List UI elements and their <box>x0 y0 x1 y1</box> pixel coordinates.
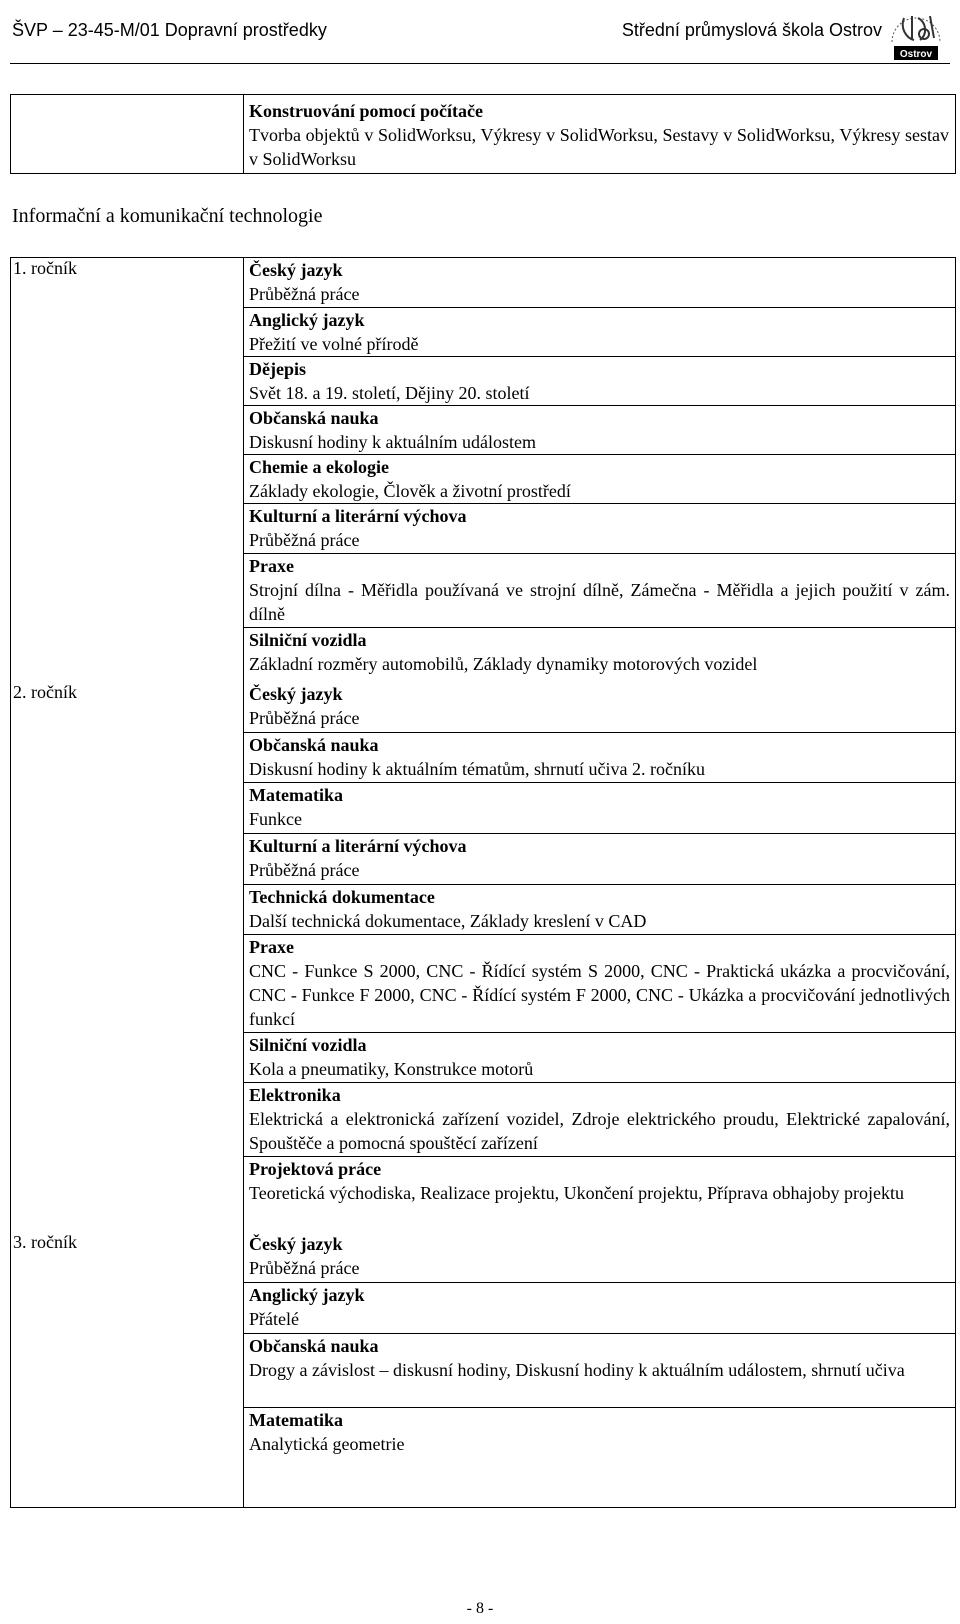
subject-entry <box>244 884 955 935</box>
subject-title: Technická dokumentace <box>249 887 435 907</box>
subject-title: Kulturní a literární výchova <box>249 836 467 856</box>
subject-title: Elektronika <box>249 1085 341 1105</box>
subject-entry <box>244 1407 955 1507</box>
header-program-code: ŠVP – 23-45-M/01 Dopravní prostředky <box>12 20 327 40</box>
subject-entry <box>244 258 955 307</box>
subject-entry <box>244 934 955 1033</box>
subject-entry <box>244 503 955 554</box>
subject-topics: Diskusní hodiny k aktuálním tématům, shrnutí učiva 2. ročníku <box>249 759 705 779</box>
subject-topics: Průběžná práce <box>249 1258 360 1278</box>
subject-title: Anglický jazyk <box>249 1285 365 1305</box>
subject-topics: Funkce <box>249 809 302 829</box>
subject-entry <box>244 682 955 732</box>
school-logo-icon <box>886 4 946 62</box>
subject-title: Praxe <box>249 556 294 576</box>
subject-entry <box>244 1082 955 1157</box>
subject-title: Občanská nauka <box>249 1336 379 1356</box>
page-header <box>0 0 960 66</box>
subject-entry <box>244 1156 955 1231</box>
subject-entry <box>244 833 955 885</box>
subject-title: Anglický jazyk <box>249 310 365 330</box>
subject-entry <box>244 1232 955 1282</box>
subject-topics: Analytická geometrie <box>249 1434 405 1454</box>
subject-title: Matematika <box>249 785 343 805</box>
cad-subject-box <box>10 94 956 174</box>
subject-topics: Základní rozměry automobilů, Základy dynamiky motorových vozidel <box>249 654 758 674</box>
subject-title: Silniční vozidla <box>249 630 367 650</box>
subject-title: Český jazyk <box>249 1234 343 1254</box>
header-divider <box>10 63 950 64</box>
subject-title: Občanská nauka <box>249 735 379 755</box>
subject-topics: Strojní dílna - Měřidla používaná ve strojní dílně, Zámečna - Měřidla a jejich použití v zám. dílně <box>249 580 950 624</box>
subject-topics: Drogy a závislost – diskusní hodiny, Diskusní hodiny k aktuálním událostem, shrnutí učiva <box>249 1360 905 1380</box>
subject-entry <box>244 1282 955 1334</box>
subject-title: Praxe <box>249 937 294 957</box>
subject-title: Dějepis <box>249 359 306 379</box>
subject-entry <box>244 307 955 357</box>
year-label: 1. ročník <box>13 258 77 278</box>
subject-entry <box>244 1333 955 1408</box>
subject-title: Projektová práce <box>249 1159 382 1179</box>
subject-topics: Základy ekologie, Člověk a životní prostředí <box>249 481 571 501</box>
subject-entry <box>244 732 955 783</box>
curriculum-table <box>10 257 956 1508</box>
section-title: Informační a komunikační technologie <box>12 205 323 227</box>
page-number: - 8 - <box>466 1600 494 1617</box>
subject-topics: Přátelé <box>249 1309 299 1329</box>
subject-entry <box>244 782 955 834</box>
subject-topics: Průběžná práce <box>249 530 360 550</box>
year-label: 3. ročník <box>13 1232 77 1252</box>
subject-topics: Svět 18. a 19. století, Dějiny 20. století <box>249 383 530 403</box>
subject-topics: Diskusní hodiny k aktuálním událostem <box>249 432 536 452</box>
subject-topics: Elektrická a elektronická zařízení vozidel, Zdroje elektrického proudu, Elektrické zapalování, Spouštěče a pomocná spouštěcí zařízení <box>249 1109 950 1153</box>
subject-entry <box>244 405 955 455</box>
subject-topics: Přežití ve volné přírodě <box>249 334 419 354</box>
subject-entry <box>244 627 955 681</box>
subject-title: Občanská nauka <box>249 408 379 428</box>
subject-entry <box>244 454 955 504</box>
svg-text:Ostrov: Ostrov <box>899 49 933 60</box>
subject-topics: Průběžná práce <box>249 860 360 880</box>
year-label: 2. ročník <box>13 682 77 702</box>
subject-title: Konstruování pomocí počítače <box>249 101 483 121</box>
column-divider <box>243 95 244 173</box>
subject-entry <box>244 356 955 406</box>
subject-entry <box>244 553 955 628</box>
subject-entry <box>244 1032 955 1083</box>
subject-title: Kulturní a literární výchova <box>249 506 467 526</box>
subject-title: Silniční vozidla <box>249 1035 367 1055</box>
subject-topics: CNC - Funkce S 2000, CNC - Řídící systém S 2000, CNC - Praktická ukázka a procvičování, CNC - Funkce F 2000, CNC - Řídící systém F 2000, CNC - Ukázka a procvičování jednotlivých funkcí <box>249 961 950 1029</box>
subject-topics: Průběžná práce <box>249 708 360 728</box>
subject-topics: Další technická dokumentace, Základy kreslení v CAD <box>249 911 647 931</box>
subject-title: Chemie a ekologie <box>249 457 389 477</box>
subject-title: Matematika <box>249 1410 343 1430</box>
subject-topics: Průběžná práce <box>249 284 360 304</box>
subject-topics: Teoretická východiska, Realizace projektu, Ukončení projektu, Příprava obhajoby projektu <box>249 1183 905 1203</box>
subject-title: Český jazyk <box>249 260 343 280</box>
subject-topics: Kola a pneumatiky, Konstrukce motorů <box>249 1059 534 1079</box>
subject-topics: Tvorba objektů v SolidWorksu, Výkresy v SolidWorksu, Sestavy v SolidWorksu, Výkresy sestav v SolidWorksu <box>249 125 949 169</box>
header-school-name: Střední průmyslová škola Ostrov <box>621 20 882 40</box>
subject-title: Český jazyk <box>249 684 343 704</box>
